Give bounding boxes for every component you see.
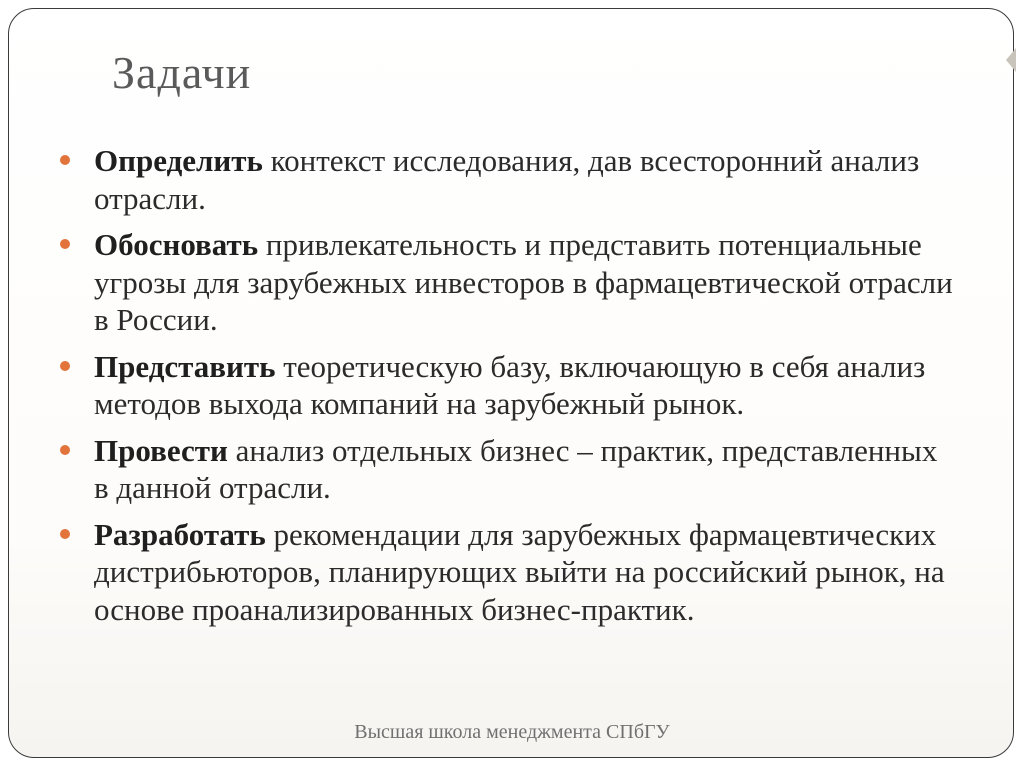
bullet-icon xyxy=(60,529,70,539)
bullet-item-2 xyxy=(58,226,958,339)
bullet-item-5 xyxy=(58,516,958,629)
bullet-item-4 xyxy=(58,432,958,507)
slide-title: Задачи xyxy=(112,47,252,98)
bullet-text: привлекательность и представить потенциальные угрозы для зарубежных инвесторов в фармацевтической отрасли в России. xyxy=(94,227,953,337)
bullet-list xyxy=(58,142,958,637)
bullet-item-3 xyxy=(58,348,958,423)
bullet-keyword: Представить xyxy=(94,348,276,384)
bullet-keyword: Обосновать xyxy=(94,227,259,262)
bullet-text: анализ отдельных бизнес – практик, представленных в данной отрасли. xyxy=(94,432,938,505)
bullet-icon xyxy=(60,445,70,455)
bullet-text: рекомендации для зарубежных фармацевтических дистрибьюторов, планирующих выйти на российский рынок, на основе проанализированных бизнес-практик. xyxy=(94,516,945,627)
bullet-keyword: Провести xyxy=(94,432,228,468)
bullet-icon xyxy=(60,361,70,371)
bullet-item-1 xyxy=(58,142,958,217)
slide-corner-tab xyxy=(1006,48,1016,72)
bullet-keyword: Разработать xyxy=(94,516,266,552)
bullet-text: контекст исследования, дав всесторонний анализ отрасли. xyxy=(94,143,920,216)
bullet-keyword: Определить xyxy=(94,143,263,178)
slide-footer: Высшая школа менеджмента СПбГУ xyxy=(354,721,670,743)
bullet-text: теоретическую базу, включающую в себя анализ методов выхода компаний на зарубежный рынок. xyxy=(94,348,926,421)
bullet-icon xyxy=(60,239,70,249)
bullet-icon xyxy=(60,155,70,165)
